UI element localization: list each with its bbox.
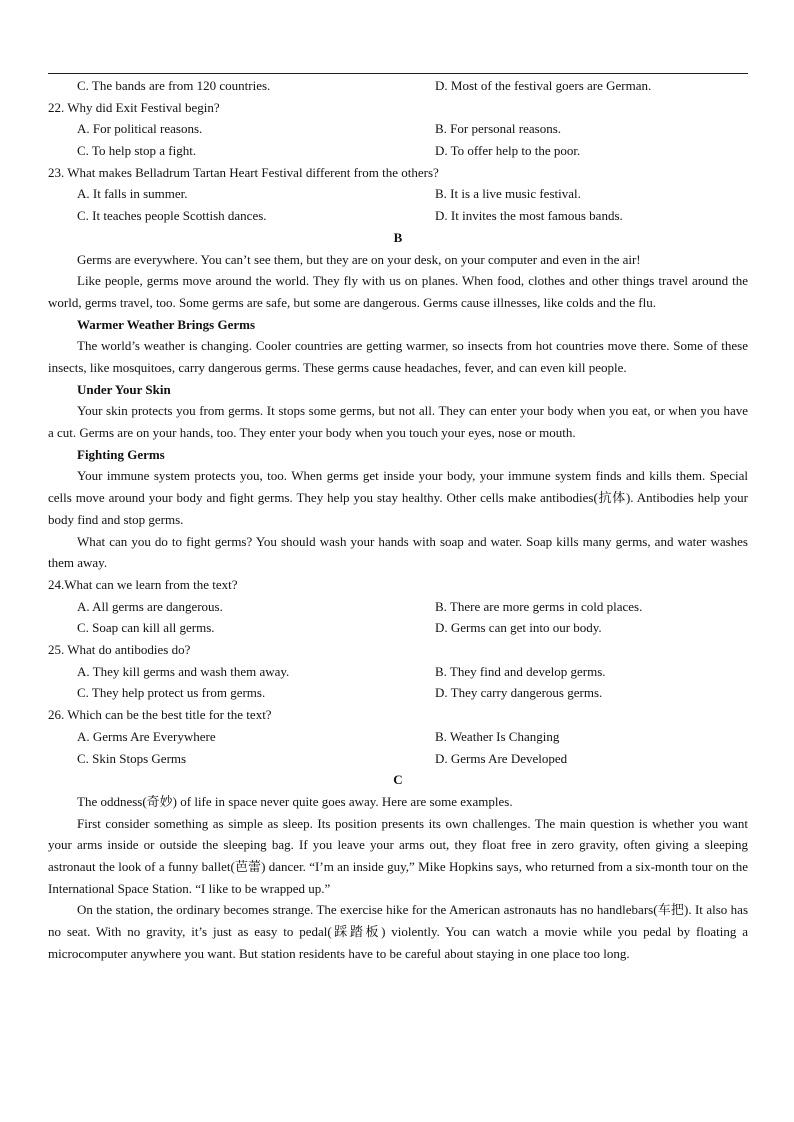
section-b-heading-fighting: Fighting Germs	[77, 446, 165, 462]
q24-options-ab	[48, 596, 748, 618]
q25-option-b: B. They find and develop germs.	[435, 663, 606, 679]
q24-options-cd	[48, 617, 748, 639]
exam-page	[48, 75, 748, 965]
section-b-heading-skin: Under Your Skin	[77, 381, 171, 397]
header-rule	[48, 73, 748, 74]
q22-options-cd	[48, 140, 748, 162]
section-b-paragraph-3: The world’s weather is changing. Cooler countries are getting warmer, so insects from hot countries move there. Some of these insects, like mosquitoes, carry dangerous germs. These germs cause headaches, fever, and can even kill people.	[48, 338, 748, 375]
q22-option-c: C. To help stop a fight.	[77, 143, 197, 159]
q26-options-ab	[48, 726, 748, 748]
q23-options-cd	[48, 205, 748, 227]
section-b-label: B	[393, 229, 403, 245]
q22-question: 22. Why did Exit Festival begin?	[48, 99, 220, 115]
section-b-paragraph-2: Like people, germs move around the world. They fly with us on planes. When food, clothes and other things travel around the world, germs travel, too. Some germs are safe, but some are dangerous. Germs cause illnesses, like colds and the flu.	[48, 273, 748, 310]
section-b-paragraph-4: Your skin protects you from germs. It stops some germs, but not all. They can enter your body when you eat, or when you have a cut. Germs are on your hands, too. They enter your body when you touch your eyes, nose or mouth.	[48, 403, 748, 441]
q23-question: 23. What makes Belladrum Tartan Heart Festival different from the others?	[48, 164, 439, 180]
section-b-paragraph-6: What can you do to fight germs? You should wash your hands with soap and water. Soap kills many germs, and water washes them away.	[48, 533, 748, 571]
q24-question: 24.What can we learn from the text?	[48, 577, 238, 592]
q26-question: 26. Which can be the best title for the text?	[48, 707, 272, 723]
q23-option-c: C. It teaches people Scottish dances.	[77, 208, 267, 224]
section-c-paragraph-3: On the station, the ordinary becomes strange. The exercise hike for the American astronauts has no handlebars(车把). It also has no seat. With no gravity, it’s just as easy to pedal(踩踏板) violently. You can watch a movie while you pedal by floating a microcomputer anywhere you want. But station residents have to be careful about staying in one place too long.	[48, 902, 748, 961]
section-b-heading-weather: Warmer Weather Brings Germs	[77, 316, 256, 332]
q24-option-b: B. There are more germs in cold places.	[435, 598, 643, 614]
section-c-paragraph-1: The oddness(奇妙) of life in space never quite goes away. Here are some examples.	[77, 793, 513, 809]
q23-option-b: B. It is a live music festival.	[435, 186, 581, 202]
q22-option-d: D. To offer help to the poor.	[435, 143, 581, 159]
q24-option-c: C. Soap can kill all germs.	[77, 620, 215, 636]
q24-option-a: A. All germs are dangerous.	[77, 598, 223, 614]
q22-option-a: A. For political reasons.	[77, 121, 203, 137]
q21-option-c: C. The bands are from 120 countries.	[77, 78, 271, 93]
q26-option-a: A. Germs Are Everywhere	[77, 728, 216, 744]
q26-option-d: D. Germs Are Developed	[435, 750, 568, 766]
q22-options-ab	[48, 118, 748, 140]
q23-option-d: D. It invites the most famous bands.	[435, 208, 623, 224]
q21-options-cd	[48, 75, 748, 97]
q25-options-cd	[48, 682, 748, 704]
q26-option-b: B. Weather Is Changing	[435, 728, 560, 744]
q25-options-ab	[48, 661, 748, 683]
q25-option-c: C. They help protect us from germs.	[77, 685, 266, 701]
q24-option-d: D. Germs can get into our body.	[435, 620, 602, 636]
section-b-paragraph-1: Germs are everywhere. You can’t see them, but they are on your desk, on your computer and even in the air!	[77, 251, 641, 267]
section-c-paragraph-2: First consider something as simple as sleep. Its position presents its own challenges. The main question is whether you want your arms inside or outside the sleeping bag. If you leave your arms out, they float free in zero gravity, often giving a sleeping astronaut the look of a funny ballet(芭蕾) dancer. “I’m an inside guy,” Mike Hopkins says, who returned from a six-month tour on the International Space Station. “I like to be wrapped up.”	[48, 815, 748, 896]
q25-option-d: D. They carry dangerous germs.	[435, 685, 603, 701]
q22-option-b: B. For personal reasons.	[435, 121, 562, 137]
q25-option-a: A. They kill germs and wash them away.	[77, 663, 290, 679]
section-b-paragraph-5: Your immune system protects you, too. When germs get inside your body, your immune system finds and kills them. Special cells move around your body and fight germs. They help you stay healthy. Other cells make antibodies(抗体). Antibodies help your body find and stop germs.	[48, 468, 748, 527]
q26-option-c: C. Skin Stops Germs	[77, 750, 187, 766]
q23-option-a: A. It falls in summer.	[77, 186, 188, 202]
q23-options-ab	[48, 183, 748, 205]
q25-question: 25. What do antibodies do?	[48, 642, 191, 658]
q26-options-cd	[48, 748, 748, 770]
q21-option-d: D. Most of the festival goers are German.	[435, 78, 652, 93]
section-c-label: C	[393, 772, 403, 788]
